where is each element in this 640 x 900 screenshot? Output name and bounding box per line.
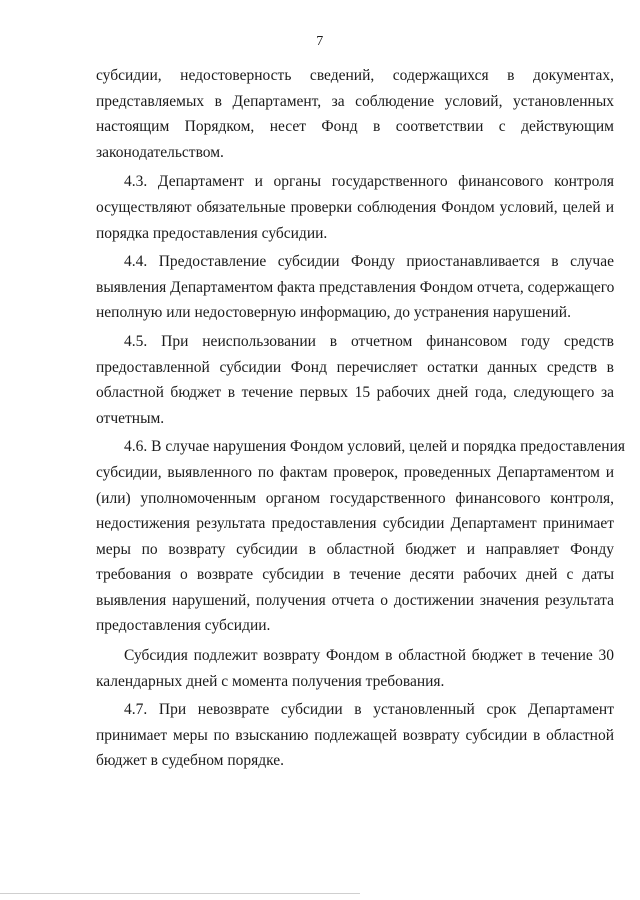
- text-line: недостижения результата предоставления субсидии Департамент принимает: [96, 515, 614, 533]
- text-line: законодательством.: [96, 143, 224, 161]
- text-line: меры по возврату субсидии в областной бюджет и направляет Фонду: [96, 540, 614, 558]
- text-line: областной бюджет в течение первых 15 рабочих дней года, следующего за: [96, 384, 614, 402]
- text-line: выявления Департаментом факта представления Фондом отчета, содержащего: [96, 278, 615, 296]
- paragraph-4-5: [96, 329, 614, 431]
- text-line: порядка предоставления субсидии.: [96, 224, 328, 242]
- text-line: бюджет в судебном порядке.: [96, 752, 285, 770]
- text-line: требования о возврате субсидии в течение десяти рабочих дней с даты: [96, 566, 614, 584]
- paragraph-4-7: [96, 697, 614, 774]
- text-line: 4.3. Департамент и органы государственного финансового контроля: [124, 173, 614, 191]
- text-line: 4.5. При неиспользовании в отчетном финансовом году средств: [124, 332, 614, 350]
- text-line: предоставленной субсидии Фонд перечисляет остатки данных средств в: [96, 358, 614, 376]
- text-line: неполную или недостоверную информацию, до устранения нарушений.: [96, 304, 571, 322]
- paragraph-4-4: [96, 249, 614, 326]
- text-line: выявления нарушений, получения отчета о достижении значения результата: [96, 591, 614, 609]
- text-line: Субсидия подлежит возврату Фондом в областной бюджет в течение 30: [124, 647, 614, 665]
- paragraph-subsidy-return: [96, 643, 614, 694]
- text-line: настоящим Порядком, несет Фонд в соответствии с действующим: [96, 118, 614, 136]
- text-line: (или) уполномоченным органом государственного финансового контроля,: [96, 489, 614, 507]
- text-line: субсидии, недостоверность сведений, содержащихся в документах,: [96, 67, 614, 84]
- text-line: принимает меры по взысканию подлежащей возврату субсидии в областной: [96, 726, 614, 744]
- text-line: субсидии, выявленного по фактам проверок, проведенных Департаментом и: [96, 463, 614, 481]
- text-line: предоставления субсидии.: [96, 617, 271, 635]
- text-line: осуществляют обязательные проверки соблюдения Фондом условий, целей и: [96, 198, 614, 216]
- paragraph-4-3: [96, 169, 614, 246]
- text-line: 4.6. В случае нарушения Фондом условий, целей и порядка предоставления: [124, 438, 626, 456]
- text-line: отчетным.: [96, 409, 165, 427]
- paragraph-liability-continuation: [96, 63, 614, 165]
- document-body: [96, 63, 626, 774]
- paragraph-4-6: [96, 434, 626, 639]
- text-line: представляемых в Департамент, за соблюдение условий, установленных: [96, 92, 614, 110]
- text-line: календарных дней с момента получения требования.: [96, 672, 445, 690]
- text-line: 4.4. Предоставление субсидии Фонду приостанавливается в случае: [124, 253, 614, 271]
- text-line: 4.7. При невозврате субсидии в установленный срок Департамент: [124, 701, 614, 719]
- page-number: 7: [316, 34, 324, 49]
- scan-edge-line: [0, 893, 360, 894]
